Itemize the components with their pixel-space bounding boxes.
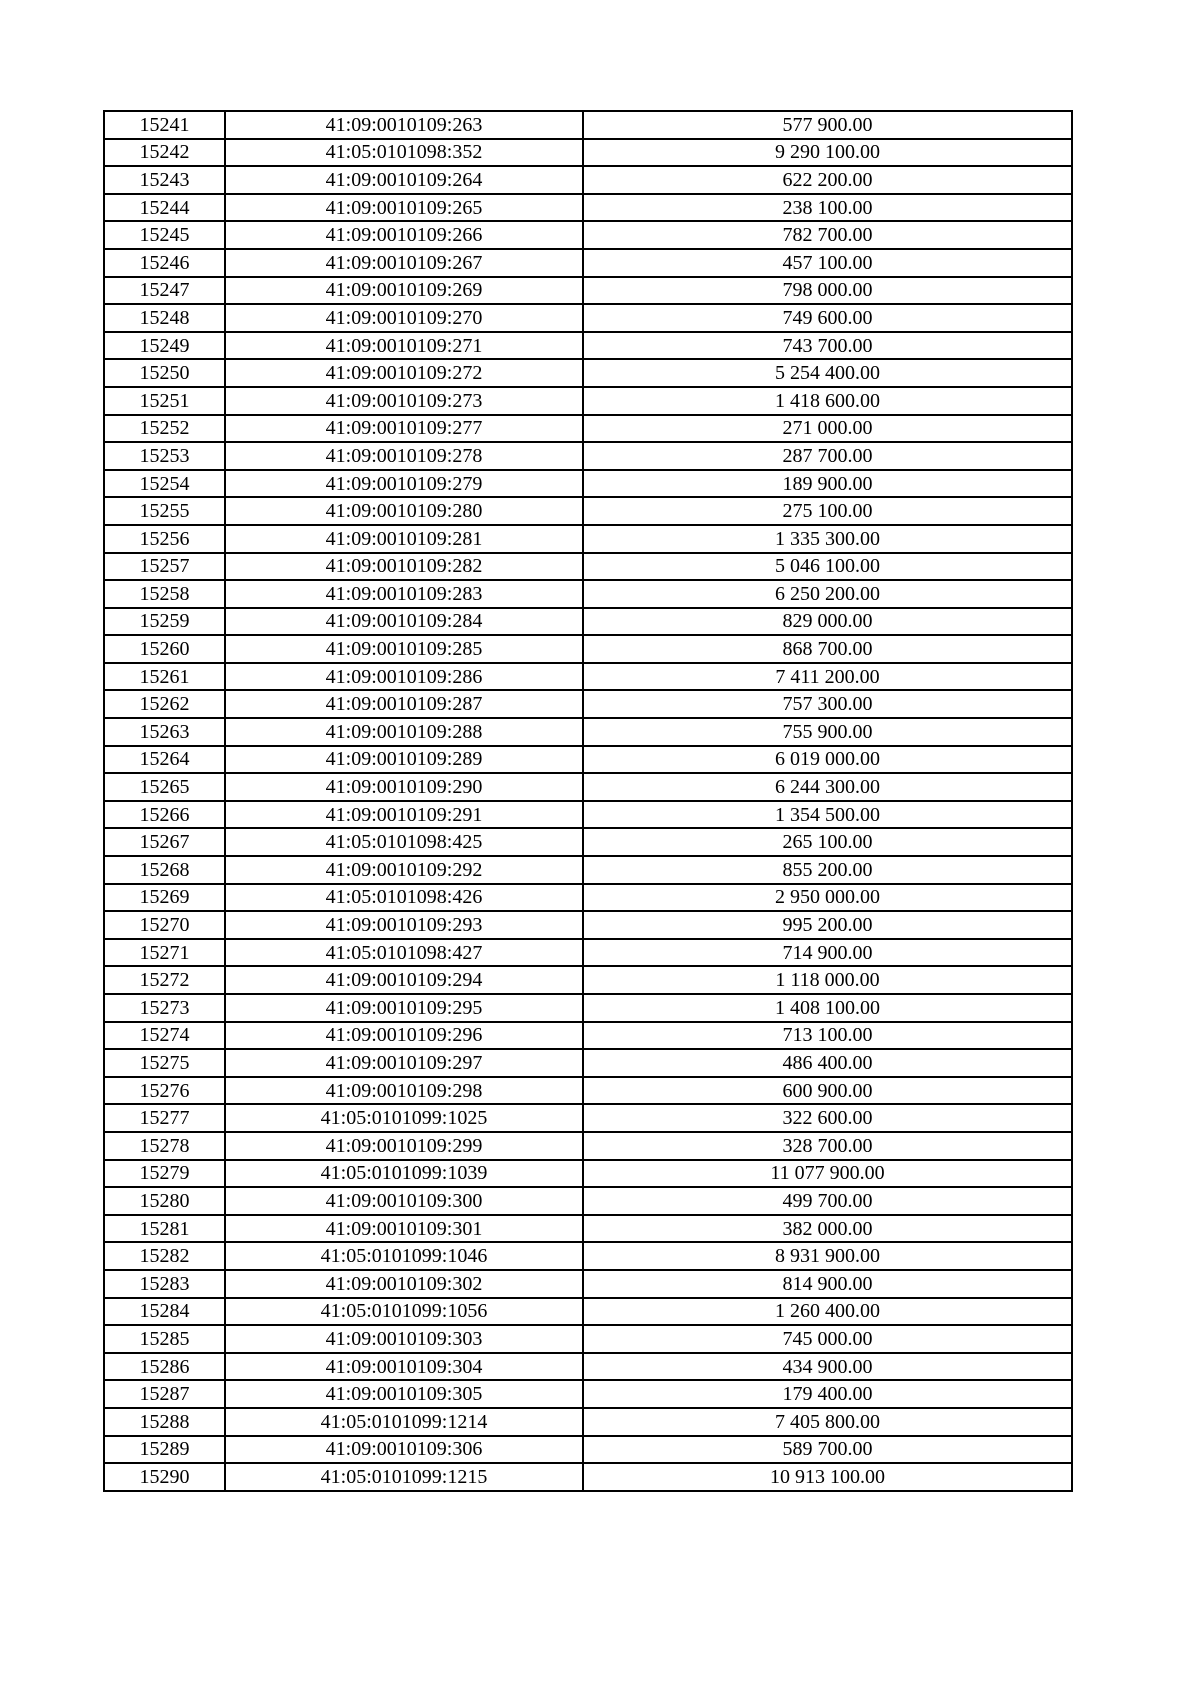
cadastral-number-cell: 41:09:0010109:291 (225, 801, 583, 829)
cadastral-value-cell: 6 250 200.00 (583, 580, 1072, 608)
cadastral-number-cell: 41:09:0010109:303 (225, 1325, 583, 1353)
table-row (104, 856, 1072, 884)
table-row (104, 1160, 1072, 1188)
cadastral-number-cell: 41:09:0010109:304 (225, 1353, 583, 1381)
cadastral-number-cell: 41:09:0010109:288 (225, 718, 583, 746)
cadastral-number-cell: 41:09:0010109:300 (225, 1187, 583, 1215)
cadastral-value-cell: 179 400.00 (583, 1380, 1072, 1408)
table-row (104, 277, 1072, 305)
cadastral-number-cell: 41:09:0010109:266 (225, 221, 583, 249)
row-number-cell: 15260 (104, 635, 225, 663)
cadastral-number-cell: 41:09:0010109:297 (225, 1049, 583, 1077)
cadastral-number-cell: 41:05:0101099:1039 (225, 1160, 583, 1188)
cadastral-number-cell: 41:05:0101099:1215 (225, 1463, 583, 1491)
table-row (104, 553, 1072, 581)
table-row (104, 249, 1072, 277)
cadastral-value-cell: 7 411 200.00 (583, 663, 1072, 691)
table-row (104, 525, 1072, 553)
table-row (104, 608, 1072, 636)
row-number-cell: 15278 (104, 1132, 225, 1160)
table-row (104, 1325, 1072, 1353)
cadastral-number-cell: 41:09:0010109:283 (225, 580, 583, 608)
row-number-cell: 15284 (104, 1298, 225, 1326)
cadastral-number-cell: 41:09:0010109:270 (225, 304, 583, 332)
cadastral-number-cell: 41:09:0010109:263 (225, 111, 583, 139)
cadastral-value-cell: 995 200.00 (583, 911, 1072, 939)
table-row (104, 746, 1072, 774)
table-row (104, 359, 1072, 387)
row-number-cell: 15273 (104, 994, 225, 1022)
row-number-cell: 15285 (104, 1325, 225, 1353)
cadastral-value-cell: 499 700.00 (583, 1187, 1072, 1215)
cadastral-number-cell: 41:09:0010109:269 (225, 277, 583, 305)
table-row (104, 442, 1072, 470)
table-row (104, 1132, 1072, 1160)
cadastral-number-cell: 41:09:0010109:302 (225, 1270, 583, 1298)
cadastral-number-cell: 41:09:0010109:301 (225, 1215, 583, 1243)
cadastral-value-cell: 322 600.00 (583, 1104, 1072, 1132)
cadastral-number-cell: 41:05:0101099:1056 (225, 1298, 583, 1326)
cadastral-value-cell: 1 260 400.00 (583, 1298, 1072, 1326)
row-number-cell: 15255 (104, 497, 225, 525)
cadastral-value-cell: 9 290 100.00 (583, 139, 1072, 167)
row-number-cell: 15267 (104, 828, 225, 856)
table-row (104, 1077, 1072, 1105)
row-number-cell: 15290 (104, 1463, 225, 1491)
row-number-cell: 15263 (104, 718, 225, 746)
cadastral-value-cell: 5 046 100.00 (583, 553, 1072, 581)
row-number-cell: 15287 (104, 1380, 225, 1408)
table-row (104, 718, 1072, 746)
row-number-cell: 15259 (104, 608, 225, 636)
cadastral-number-cell: 41:09:0010109:281 (225, 525, 583, 553)
table-row (104, 166, 1072, 194)
row-number-cell: 15265 (104, 773, 225, 801)
row-number-cell: 15272 (104, 966, 225, 994)
cadastral-value-cell: 1 118 000.00 (583, 966, 1072, 994)
row-number-cell: 15250 (104, 359, 225, 387)
cadastral-number-cell: 41:05:0101099:1046 (225, 1242, 583, 1270)
cadastral-number-cell: 41:09:0010109:306 (225, 1436, 583, 1464)
cadastral-number-cell: 41:09:0010109:287 (225, 690, 583, 718)
cadastral-value-cell: 868 700.00 (583, 635, 1072, 663)
row-number-cell: 15289 (104, 1436, 225, 1464)
table-row (104, 1463, 1072, 1491)
row-number-cell: 15254 (104, 470, 225, 498)
table-row (104, 1022, 1072, 1050)
cadastral-number-cell: 41:09:0010109:267 (225, 249, 583, 277)
cadastral-value-cell: 287 700.00 (583, 442, 1072, 470)
cadastral-number-cell: 41:09:0010109:298 (225, 1077, 583, 1105)
cadastral-number-cell: 41:09:0010109:293 (225, 911, 583, 939)
cadastral-number-cell: 41:09:0010109:285 (225, 635, 583, 663)
table-row (104, 1380, 1072, 1408)
row-number-cell: 15266 (104, 801, 225, 829)
table-body (104, 111, 1072, 1491)
cadastral-number-cell: 41:09:0010109:279 (225, 470, 583, 498)
cadastral-value-cell: 434 900.00 (583, 1353, 1072, 1381)
row-number-cell: 15283 (104, 1270, 225, 1298)
row-number-cell: 15245 (104, 221, 225, 249)
cadastral-number-cell: 41:09:0010109:264 (225, 166, 583, 194)
cadastral-value-cell: 600 900.00 (583, 1077, 1072, 1105)
cadastral-value-cell: 782 700.00 (583, 221, 1072, 249)
cadastral-number-cell: 41:05:0101098:426 (225, 884, 583, 912)
table-row (104, 884, 1072, 912)
table-row (104, 1436, 1072, 1464)
cadastral-number-cell: 41:05:0101099:1025 (225, 1104, 583, 1132)
row-number-cell: 15271 (104, 939, 225, 967)
cadastral-value-cell: 745 000.00 (583, 1325, 1072, 1353)
cadastral-value-cell: 6 244 300.00 (583, 773, 1072, 801)
cadastral-number-cell: 41:05:0101098:425 (225, 828, 583, 856)
row-number-cell: 15264 (104, 746, 225, 774)
cadastral-number-cell: 41:09:0010109:286 (225, 663, 583, 691)
cadastral-number-cell: 41:09:0010109:305 (225, 1380, 583, 1408)
table-row (104, 994, 1072, 1022)
row-number-cell: 15268 (104, 856, 225, 884)
row-number-cell: 15286 (104, 1353, 225, 1381)
row-number-cell: 15251 (104, 387, 225, 415)
cadastral-value-cell: 265 100.00 (583, 828, 1072, 856)
cadastral-value-cell: 5 254 400.00 (583, 359, 1072, 387)
table-row (104, 1049, 1072, 1077)
cadastral-value-cell: 271 000.00 (583, 415, 1072, 443)
table-row (104, 966, 1072, 994)
table-row (104, 663, 1072, 691)
table-row (104, 470, 1072, 498)
row-number-cell: 15248 (104, 304, 225, 332)
table-row (104, 111, 1072, 139)
table-row (104, 773, 1072, 801)
row-number-cell: 15258 (104, 580, 225, 608)
cadastral-number-cell: 41:09:0010109:278 (225, 442, 583, 470)
table-row (104, 1298, 1072, 1326)
row-number-cell: 15246 (104, 249, 225, 277)
cadastral-value-cell: 577 900.00 (583, 111, 1072, 139)
row-number-cell: 15282 (104, 1242, 225, 1270)
cadastral-number-cell: 41:09:0010109:299 (225, 1132, 583, 1160)
table-row (104, 387, 1072, 415)
row-number-cell: 15279 (104, 1160, 225, 1188)
cadastral-number-cell: 41:09:0010109:272 (225, 359, 583, 387)
table-row (104, 911, 1072, 939)
cadastral-value-cell: 238 100.00 (583, 194, 1072, 222)
cadastral-value-cell: 189 900.00 (583, 470, 1072, 498)
table-row (104, 635, 1072, 663)
table-row (104, 1270, 1072, 1298)
row-number-cell: 15270 (104, 911, 225, 939)
table-row (104, 690, 1072, 718)
table-row (104, 332, 1072, 360)
table-row (104, 1104, 1072, 1132)
cadastral-number-cell: 41:09:0010109:292 (225, 856, 583, 884)
cadastral-value-cell: 382 000.00 (583, 1215, 1072, 1243)
cadastral-number-cell: 41:09:0010109:289 (225, 746, 583, 774)
cadastral-number-cell: 41:09:0010109:284 (225, 608, 583, 636)
cadastral-value-cell: 814 900.00 (583, 1270, 1072, 1298)
table-row (104, 139, 1072, 167)
row-number-cell: 15252 (104, 415, 225, 443)
cadastral-value-cell: 798 000.00 (583, 277, 1072, 305)
cadastral-number-cell: 41:05:0101098:427 (225, 939, 583, 967)
row-number-cell: 15274 (104, 1022, 225, 1050)
cadastral-value-cell: 6 019 000.00 (583, 746, 1072, 774)
cadastral-value-cell: 10 913 100.00 (583, 1463, 1072, 1491)
row-number-cell: 15275 (104, 1049, 225, 1077)
cadastral-number-cell: 41:05:0101098:352 (225, 139, 583, 167)
row-number-cell: 15253 (104, 442, 225, 470)
table-row (104, 1353, 1072, 1381)
cadastral-number-cell: 41:09:0010109:295 (225, 994, 583, 1022)
row-number-cell: 15242 (104, 139, 225, 167)
table-row (104, 580, 1072, 608)
table-row (104, 415, 1072, 443)
row-number-cell: 15280 (104, 1187, 225, 1215)
cadastral-value-cell: 275 100.00 (583, 497, 1072, 525)
cadastral-value-cell: 457 100.00 (583, 249, 1072, 277)
cadastral-value-cell: 2 950 000.00 (583, 884, 1072, 912)
row-number-cell: 15261 (104, 663, 225, 691)
table-row (104, 1408, 1072, 1436)
cadastral-value-cell: 1 418 600.00 (583, 387, 1072, 415)
table-row (104, 497, 1072, 525)
cadastral-number-cell: 41:09:0010109:282 (225, 553, 583, 581)
row-number-cell: 15269 (104, 884, 225, 912)
cadastral-number-cell: 41:05:0101099:1214 (225, 1408, 583, 1436)
cadastral-value-cell: 714 900.00 (583, 939, 1072, 967)
table-row (104, 1242, 1072, 1270)
cadastral-number-cell: 41:09:0010109:294 (225, 966, 583, 994)
cadastral-number-cell: 41:09:0010109:290 (225, 773, 583, 801)
cadastral-value-cell: 486 400.00 (583, 1049, 1072, 1077)
row-number-cell: 15244 (104, 194, 225, 222)
row-number-cell: 15276 (104, 1077, 225, 1105)
cadastral-value-cell: 7 405 800.00 (583, 1408, 1072, 1436)
cadastral-value-cell: 328 700.00 (583, 1132, 1072, 1160)
cadastral-number-cell: 41:09:0010109:280 (225, 497, 583, 525)
cadastral-value-cell: 8 931 900.00 (583, 1242, 1072, 1270)
table-row (104, 1215, 1072, 1243)
cadastral-value-cell: 855 200.00 (583, 856, 1072, 884)
cadastral-number-cell: 41:09:0010109:273 (225, 387, 583, 415)
row-number-cell: 15247 (104, 277, 225, 305)
cadastral-number-cell: 41:09:0010109:277 (225, 415, 583, 443)
cadastral-value-cell: 589 700.00 (583, 1436, 1072, 1464)
cadastral-value-cell: 757 300.00 (583, 690, 1072, 718)
cadastral-number-cell: 41:09:0010109:265 (225, 194, 583, 222)
table-row (104, 1187, 1072, 1215)
table-row (104, 939, 1072, 967)
cadastral-value-cell: 11 077 900.00 (583, 1160, 1072, 1188)
row-number-cell: 15241 (104, 111, 225, 139)
cadastral-number-cell: 41:09:0010109:296 (225, 1022, 583, 1050)
row-number-cell: 15243 (104, 166, 225, 194)
table-row (104, 304, 1072, 332)
row-number-cell: 15288 (104, 1408, 225, 1436)
row-number-cell: 15262 (104, 690, 225, 718)
row-number-cell: 15257 (104, 553, 225, 581)
cadastral-value-table (103, 110, 1073, 1492)
row-number-cell: 15256 (104, 525, 225, 553)
row-number-cell: 15249 (104, 332, 225, 360)
cadastral-value-cell: 713 100.00 (583, 1022, 1072, 1050)
cadastral-value-cell: 755 900.00 (583, 718, 1072, 746)
cadastral-number-cell: 41:09:0010109:271 (225, 332, 583, 360)
table-row (104, 194, 1072, 222)
cadastral-value-cell: 1 354 500.00 (583, 801, 1072, 829)
table-row (104, 801, 1072, 829)
cadastral-value-cell: 749 600.00 (583, 304, 1072, 332)
cadastral-value-cell: 743 700.00 (583, 332, 1072, 360)
cadastral-value-cell: 829 000.00 (583, 608, 1072, 636)
cadastral-value-cell: 1 408 100.00 (583, 994, 1072, 1022)
cadastral-value-cell: 622 200.00 (583, 166, 1072, 194)
table-row (104, 828, 1072, 856)
row-number-cell: 15281 (104, 1215, 225, 1243)
table-row (104, 221, 1072, 249)
row-number-cell: 15277 (104, 1104, 225, 1132)
cadastral-value-cell: 1 335 300.00 (583, 525, 1072, 553)
